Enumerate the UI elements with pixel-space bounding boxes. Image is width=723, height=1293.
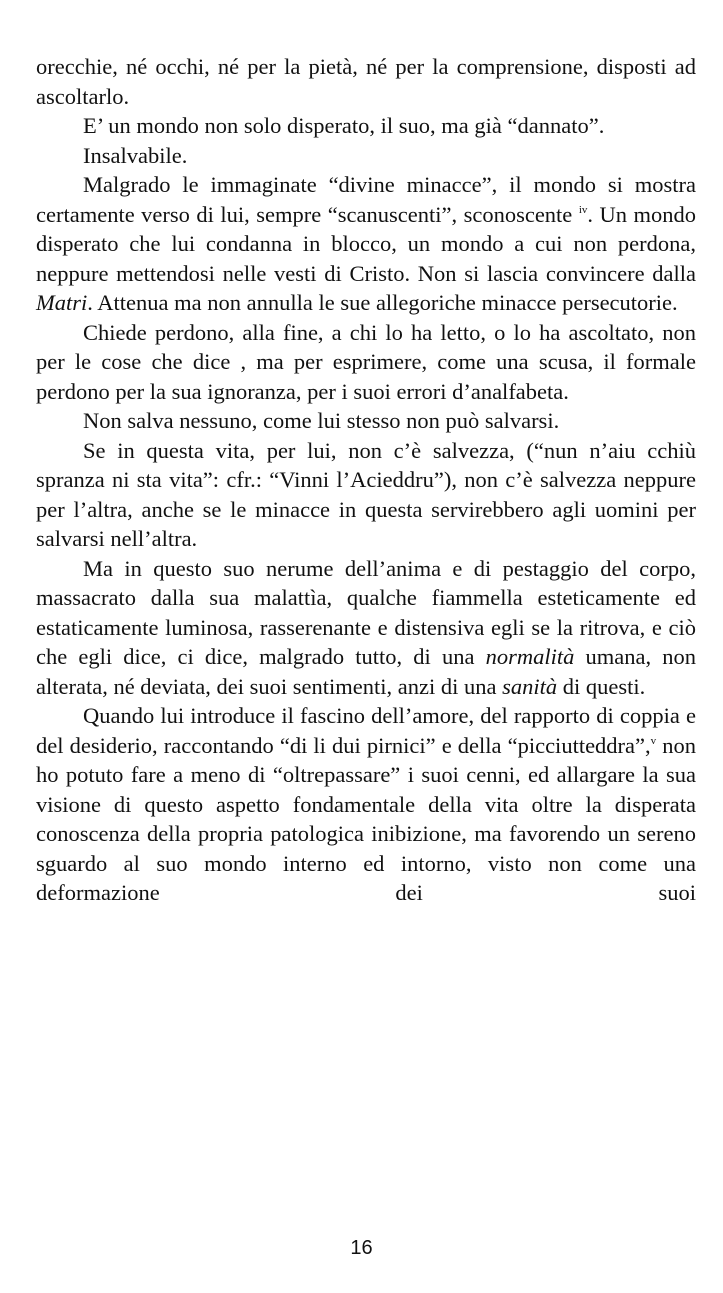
paragraph	[36, 111, 696, 141]
text-run: Malgrado le immaginate “divine minacce”, il mondo si mostra certamente verso di lui, sempre “scanuscenti”, sconoscente	[36, 172, 696, 227]
italic-text: normalità	[485, 644, 575, 669]
paragraph	[36, 52, 696, 111]
page-number: 16	[350, 1237, 373, 1259]
text-run: Chiede perdono, alla fine, a chi lo ha letto, o lo ha ascoltato, non per le cose che dice , ma per esprimere, come una scusa, il formale perdono per la sua ignoranza, per i suoi errori d’analfabeta.	[36, 319, 696, 404]
paragraph	[36, 554, 696, 702]
paragraph	[36, 406, 696, 436]
paragraph	[36, 141, 696, 171]
text-run: Quando lui introduce il fascino dell’amore, del rapporto di coppia e del desiderio, raccontando “di li dui pirnici” e della “picciutteddra”,	[36, 703, 696, 758]
footnote-marker: iv	[578, 203, 588, 216]
text-run: . Attenua ma non annulla le sue allegoriche minacce persecutorie.	[87, 290, 678, 315]
footnote-marker: v	[650, 734, 657, 747]
text-run: orecchie, né occhi, né per la pietà, né per la comprensione, disposti ad ascoltarlo.	[36, 54, 696, 109]
text-run: di questi.	[557, 673, 646, 699]
paragraph	[36, 436, 696, 554]
paragraph	[36, 170, 696, 318]
italic-text: sanità	[502, 673, 558, 699]
text-run: Insalvabile.	[83, 142, 188, 168]
text-run: Se in questa vita, per lui, non c’è salvezza, (“nun n’aiu cchiù spranza ni sta vita”: cfr.: “Vinni l’Acieddru”), non c’è salvezza neppure per l’altra, anche se le minacce in questa servirebbero agli uomini per salvarsi nell’altra.	[36, 437, 696, 551]
text-run: non ho potuto fare a meno di “oltrepassare” i suoi cenni, ed allargare la sua visione di questo aspetto fondamentale della vita oltre la disperata conoscenza della propria patologica inibizione, ma favorendo un sereno sguardo al suo mondo interno ed intorno, visto non come una deformazione dei suoi	[36, 732, 697, 905]
paragraph	[36, 318, 696, 407]
text-run: . Un mondo disperato che lui condanna in blocco, un mondo a cui non perdona, neppure mettendosi nelle vesti di Cristo. Non si lascia convincere dalla	[36, 201, 697, 286]
paragraph	[36, 701, 696, 908]
body-text	[36, 52, 696, 908]
text-run: Non salva nessuno, come lui stesso non può salvarsi.	[83, 408, 560, 433]
italic-text: Matri	[36, 290, 88, 315]
text-run: Ma in questo suo nerume dell’anima e di pestaggio del corpo, massacrato dalla sua malattìa, qualche fiammella esteticamente ed estaticamente luminosa, rasserenante e distensiva egli se la ritrova, e ciò che egli dice, ci dice, malgrado tutto, di una	[36, 555, 696, 669]
text-run: umana, non alterata, né deviata, dei suoi sentimenti, anzi di una	[36, 644, 696, 699]
text-run: E’ un mondo non solo disperato, il suo, ma già “dannato”.	[83, 113, 605, 138]
